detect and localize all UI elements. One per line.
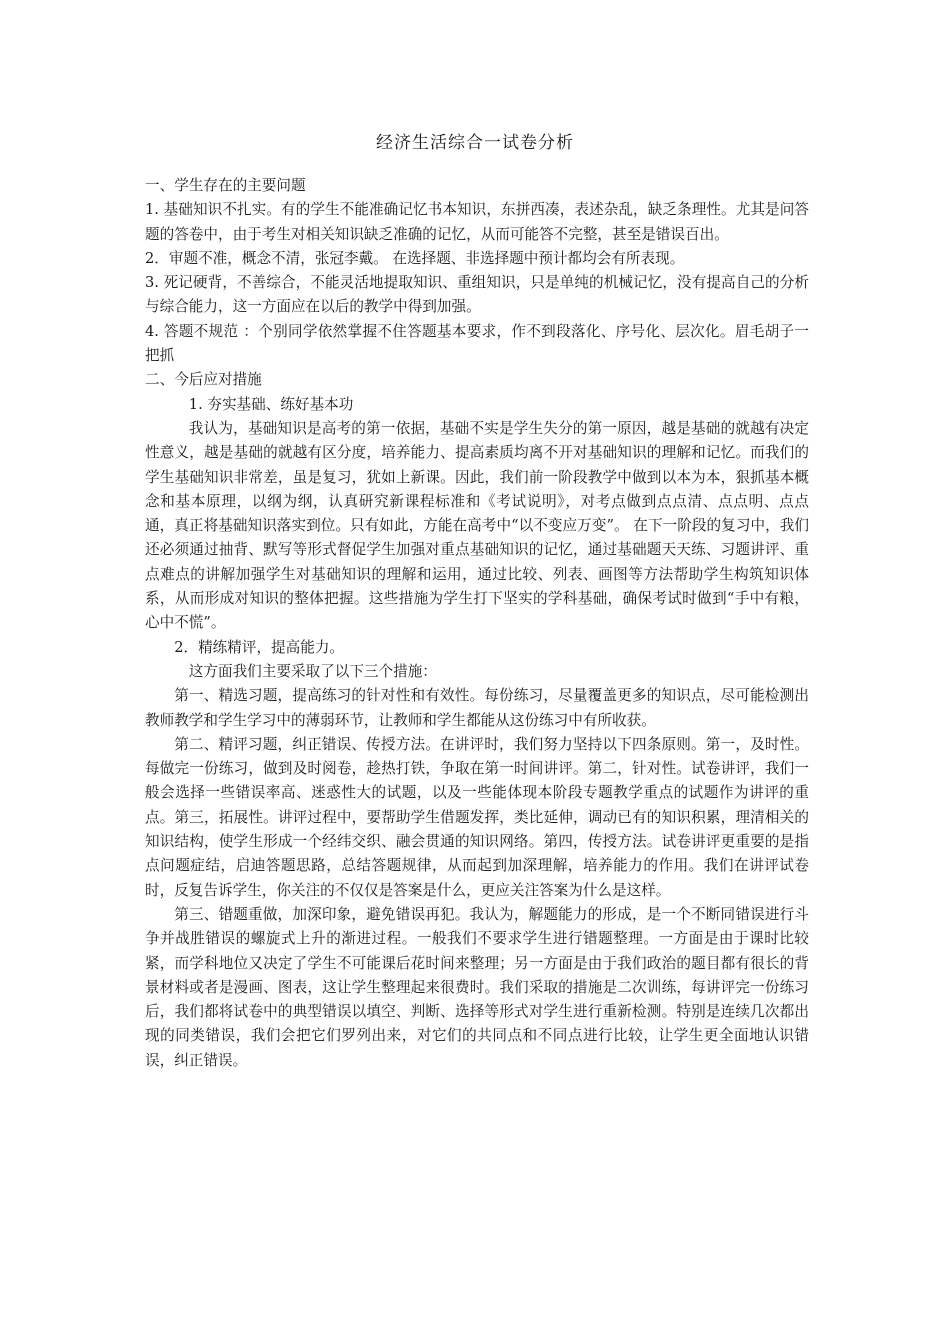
problem-item-1: 1. 基础知识不扎实。有的学生不能准确记忆书本知识，东拼西凑，表述杂乱，缺乏条理性。尤其是问答题的答卷中，由于考生对相关知识缺乏准确的记忆，从而可能答不完整，甚至是错误百出。 bbox=[145, 201, 809, 243]
measure-2-step-3: 第三、错题重做，加深印象，避免错误再犯。我认为，解题能力的形成，是一个不断同错误进行斗争并战胜错误的螺旋式上升的渐进过程。一般我们不要求学生进行错题整理。一方面是由于课时比较紧，而学科地位又决定了学生不可能课后花时间来整理；另一方面是由于我们政治的题目都有很长的背景材料或者是漫画、图表，这让学生整理起来很费时。我们采取的措施是二次训练，每讲评完一份练习后，我们都将试卷中的典型错误以填空、判断、选择等形式对学生进行重新检测。特别是连续几次都出现的同类错误，我们会把它们罗列出来，对它们的共同点和不同点进行比较，让学生更全面地认识错误，纠正错误。 bbox=[145, 905, 809, 1069]
problem-item-4: 4. 答题不规范 ：个别同学依然掌握不住答题基本要求，作不到段落化、序号化、层次化。眉毛胡子一把抓 bbox=[145, 322, 809, 365]
measure-1-paragraph: 我认为，基础知识是高考的第一依据，基础不实是学生失分的第一原因，越是基础的就越有决定性意义，越是基础的就越有区分度，培养能力、提高素质均离不开对基础知识的理解和记忆。而我们的学生基础知识非常差，虽是复习，犹如上新课。因此，我们前一阶段教学中做到以本为本，狠抓基本概念和基本原理，以纲为纲，认真研究新课程标准和《考试说明》，对考点做到点点清、点点明、点点通，真正将基础知识落实到位。只有如此，方能在高考中“以不变应万变”。 在下一阶段的复习中，我们还必须通过抽背、默写等形式督促学生加强对重点基础知识的记忆，通过基础题天天练、习题讲评、重点难点的讲解加强学生对基础知识的理解和运用，通过比较、列表、画图等方法帮助学生构筑知识体系，从而形成对知识的整体把握。这些措施为学生打下坚实的学科基础，确保考试时做到“手中有粮，心中不慌”。 bbox=[145, 419, 809, 632]
document-body bbox=[145, 174, 809, 1073]
section-heading-problems: 一、学生存在的主要问题 bbox=[145, 177, 306, 194]
measure-heading-2: 2．精练精评，提高能力。 bbox=[174, 638, 345, 656]
problem-item-2: 2．审题不准，概念不清，张冠李戴。 在选择题、非选择题中预计都均会有所表现。 bbox=[145, 249, 685, 267]
measure-heading-1: 1. 夯实基础、练好基本功 bbox=[188, 395, 354, 413]
document-title: 经济生活综合一试卷分析 bbox=[376, 133, 574, 153]
section-heading-measures: 二、今后应对措施 bbox=[145, 371, 262, 389]
measure-2-step-2: 第二、精评习题，纠正错误、传授方法。在讲评时，我们努力坚持以下四条原则。第一，及时性。每做完一份练习，做到及时阅卷，趁热打铁，争取在第一时间讲评。第二，针对性。试卷讲评，我们一般会选择一些错误率高、迷惑性大的试题，以及一些能体现本阶段专题教学重点的试题作为讲评的重点。第三，拓展性。讲评过程中，要帮助学生借题发挥，类比延伸，调动已有的知识积累，理清相关的知识结构，使学生形成一个经纬交织、融会贯通的知识网络。第四，传授方法。试卷讲评更重要的是指点问题症结，启迪答题思路，总结答题规律，从而起到加深理解，培养能力的作用。我们在讲评试卷时，反复告诉学生，你关注的不仅仅是答案是什么，更应关注答案为什么是这样。 bbox=[145, 735, 809, 899]
problem-item-3: 3. 死记硬背，不善综合，不能灵活地提取知识、重组知识，只是单纯的机械记忆，没有提高自己的分析与综合能力，这一方面应在以后的教学中得到加强。 bbox=[145, 274, 809, 316]
measure-2-intro: 这方面我们主要采取了以下三个措施： bbox=[188, 662, 437, 680]
measure-2-step-1: 第一、精选习题，提高练习的针对性和有效性。每份练习，尽量覆盖更多的知识点，尽可能检测出教师教学和学生学习中的薄弱环节，让教师和学生都能从这份练习中有所收获。 bbox=[145, 687, 809, 729]
